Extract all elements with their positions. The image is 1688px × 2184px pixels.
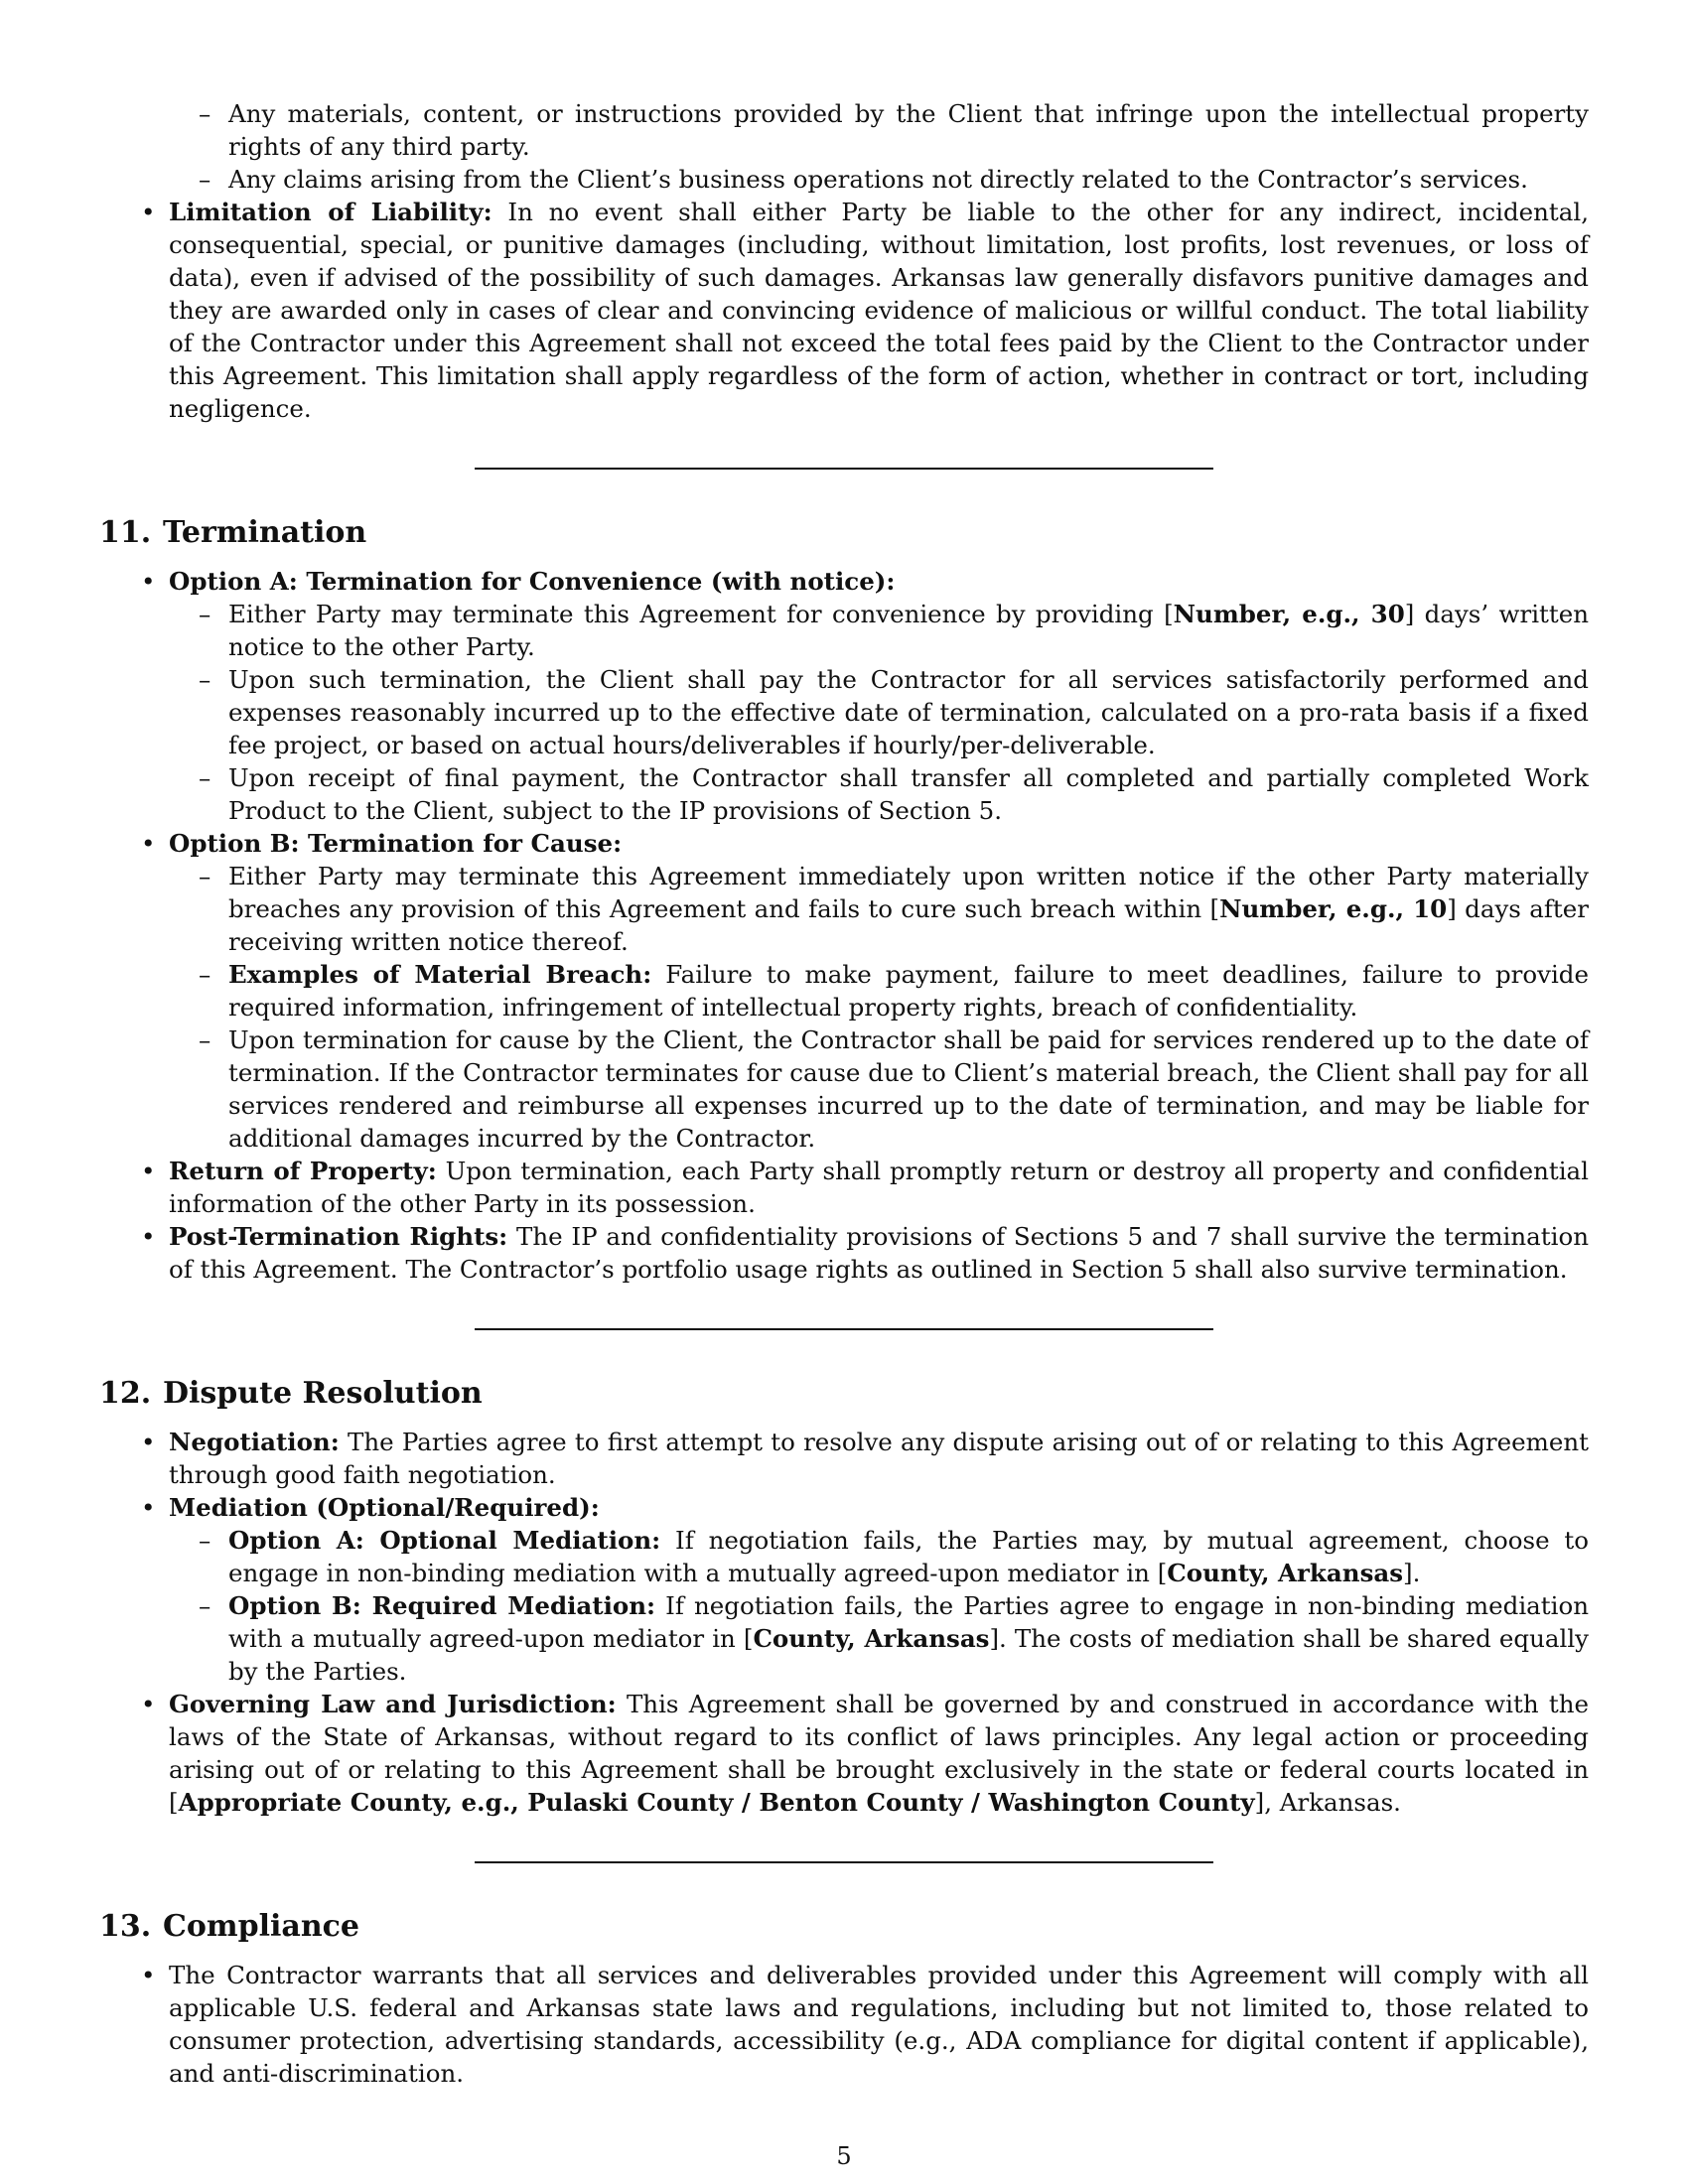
section-divider [475, 468, 1213, 470]
section-number: 12. [99, 1376, 152, 1411]
placeholder-field: Number, e.g., 30 [1173, 600, 1405, 628]
option-a-label: Option A: Termination for Convenience (with notice): [169, 567, 896, 596]
item-text: The Parties agree to first attempt to resolve any dispute arising out of or relating to this Agreement through good faith negotiation. [169, 1428, 1589, 1489]
list-item [228, 1024, 1589, 1155]
option-b-label: Option B: Termination for Cause: [169, 829, 623, 858]
indemnity-item-text: Any claims arising from the Client’s business operations not directly related to the Contractor’s services. [228, 165, 1528, 194]
placeholder-field: Appropriate County, e.g., Pulaski County / Benton County / Washington County [178, 1788, 1255, 1817]
list-item [228, 1589, 1589, 1688]
limitation-list [99, 196, 1589, 425]
item-text: Either Party may terminate this Agreement immediately upon written notice if the other Party materially breaches any provision of this Agreement and fails to cure such breach within [ [228, 862, 1589, 923]
section-number: 13. [99, 1909, 152, 1944]
list-item [228, 97, 1589, 163]
item-text: ]. [1403, 1559, 1421, 1587]
item-text: Upon termination for cause by the Client, the Contractor shall be paid for services rendered up to the date of termination. If the Contractor terminates for cause due to Client’s material breach, the Client shall pay for all services rendered and reimburse all expenses incurred up to the date of termination, and may be liable for additional damages incurred by the Contractor. [228, 1025, 1589, 1153]
list-item [228, 958, 1589, 1024]
item-text: The Contractor warrants that all services and deliverables provided under this Agreement will comply with all applicable U.S. federal and Arkansas state laws and regulations, including but not limited to, those related to consumer protection, advertising standards, accessibility (e.g., ADA compliance for digital content if applicable), and anti-discrimination. [169, 1961, 1589, 2088]
item-text: Upon receipt of final payment, the Contractor shall transfer all completed and partially completed Work Product to the Client, subject to the IP provisions of Section 5. [228, 763, 1589, 825]
list-item [228, 663, 1589, 761]
termination-option-a [169, 565, 1589, 827]
item-text: Upon such termination, the Client shall pay the Contractor for all services satisfactorily performed and expenses reasonably incurred up to the effective date of termination, calculated on a pro-rata basis if a fixed fee project, or based on actual hours/deliverables if hourly/per-deliverable. [228, 665, 1589, 759]
negotiation-label: Negotiation: [169, 1428, 340, 1456]
page-number: 5 [836, 2142, 852, 2170]
negotiation-item [169, 1426, 1589, 1491]
section-title: Dispute Resolution [163, 1376, 483, 1411]
post-termination-item [169, 1220, 1589, 1286]
placeholder-field: County, Arkansas [753, 1624, 990, 1653]
limitation-label: Limitation of Liability: [169, 198, 492, 226]
section-heading-dispute-resolution [99, 1376, 1589, 1412]
option-a-items [169, 598, 1589, 827]
placeholder-field: County, Arkansas [1167, 1559, 1404, 1587]
section-number: 11. [99, 515, 152, 550]
governing-law-label: Governing Law and Jurisdiction: [169, 1690, 617, 1718]
mediation-option-a-label: Option A: Optional Mediation: [228, 1526, 661, 1555]
item-text: ] days’ written notice to the other Party. [228, 600, 1589, 661]
page-content [99, 97, 1589, 2090]
compliance-list [99, 1959, 1589, 2090]
indemnity-item-text: Any materials, content, or instructions provided by the Client that infringe upon the intellectual property rights of any third party. [228, 99, 1589, 161]
return-of-property-item [169, 1155, 1589, 1220]
placeholder-field: Number, e.g., 10 [1219, 894, 1448, 923]
item-text: ] days after receiving written notice thereof. [228, 894, 1589, 956]
indemnity-items [99, 97, 1589, 196]
item-text: ]. The costs of mediation shall be shared equally by the Parties. [228, 1624, 1589, 1686]
item-text: If negotiation fails, the Parties agree to engage in non-binding mediation with a mutually agreed-upon mediator in [ [228, 1591, 1589, 1653]
list-item [228, 598, 1589, 663]
mediation-label: Mediation (Optional/Required): [169, 1493, 600, 1522]
limitation-of-liability-item [169, 196, 1589, 425]
option-b-items [169, 860, 1589, 1155]
list-item [169, 1959, 1589, 2090]
termination-list [99, 565, 1589, 1286]
list-item [228, 860, 1589, 958]
section-divider [475, 1328, 1213, 1330]
material-breach-label: Examples of Material Breach: [228, 960, 652, 989]
section-title: Termination [163, 515, 367, 550]
section-heading-compliance [99, 1909, 1589, 1945]
dispute-list [99, 1426, 1589, 1819]
mediation-options [169, 1524, 1589, 1688]
termination-option-b [169, 827, 1589, 1155]
section-title: Compliance [163, 1909, 360, 1944]
item-text: ], Arkansas. [1254, 1788, 1401, 1817]
return-property-label: Return of Property: [169, 1157, 437, 1185]
section-heading-termination [99, 515, 1589, 551]
item-text: The IP and confidentiality provisions of Sections 5 and 7 shall survive the termination of this Agreement. The Contractor’s portfolio usage rights as outlined in Section 5 shall also survive termination. [169, 1222, 1589, 1284]
item-text: This Agreement shall be governed by and construed in accordance with the laws of the State of Arkansas, without regard to its conflict of laws principles. Any legal action or proceeding arising out of or relating to this Agreement shall be brought exclusively in the state or federal courts located in [ [169, 1690, 1590, 1817]
section-divider [475, 1861, 1213, 1863]
mediation-item [169, 1491, 1589, 1688]
limitation-text: In no event shall either Party be liable to the other for any indirect, incidental, consequential, special, or punitive damages (including, without limitation, lost profits, lost revenues, or loss of data), even if advised of the possibility of such damages. Arkansas law generally disfavors punitive damages and they are awarded only in cases of clear and convincing evidence of malicious or willful conduct. The total liability of the Contractor under this Agreement shall not exceed the total fees paid by the Client to the Contractor under this Agreement. This limitation shall apply regardless of the form of action, whether in contract or tort, including negligence. [169, 198, 1589, 423]
item-text: Failure to make payment, failure to meet deadlines, failure to provide required information, infringement of intellectual property rights, breach of confidentiality. [228, 960, 1589, 1022]
mediation-option-b-label: Option B: Required Mediation: [228, 1591, 656, 1620]
item-text: Either Party may terminate this Agreement for convenience by providing [ [228, 600, 1174, 628]
list-item [228, 1524, 1589, 1589]
item-text: If negotiation fails, the Parties may, by mutual agreement, choose to engage in non-binding mediation with a mutually agreed-upon mediator in [ [228, 1526, 1589, 1587]
governing-law-item [169, 1688, 1589, 1819]
item-text: Upon termination, each Party shall promptly return or destroy all property and confidential information of the other Party in its possession. [169, 1157, 1589, 1218]
post-termination-label: Post-Termination Rights: [169, 1222, 508, 1251]
list-item [228, 761, 1589, 827]
list-item [228, 163, 1589, 196]
